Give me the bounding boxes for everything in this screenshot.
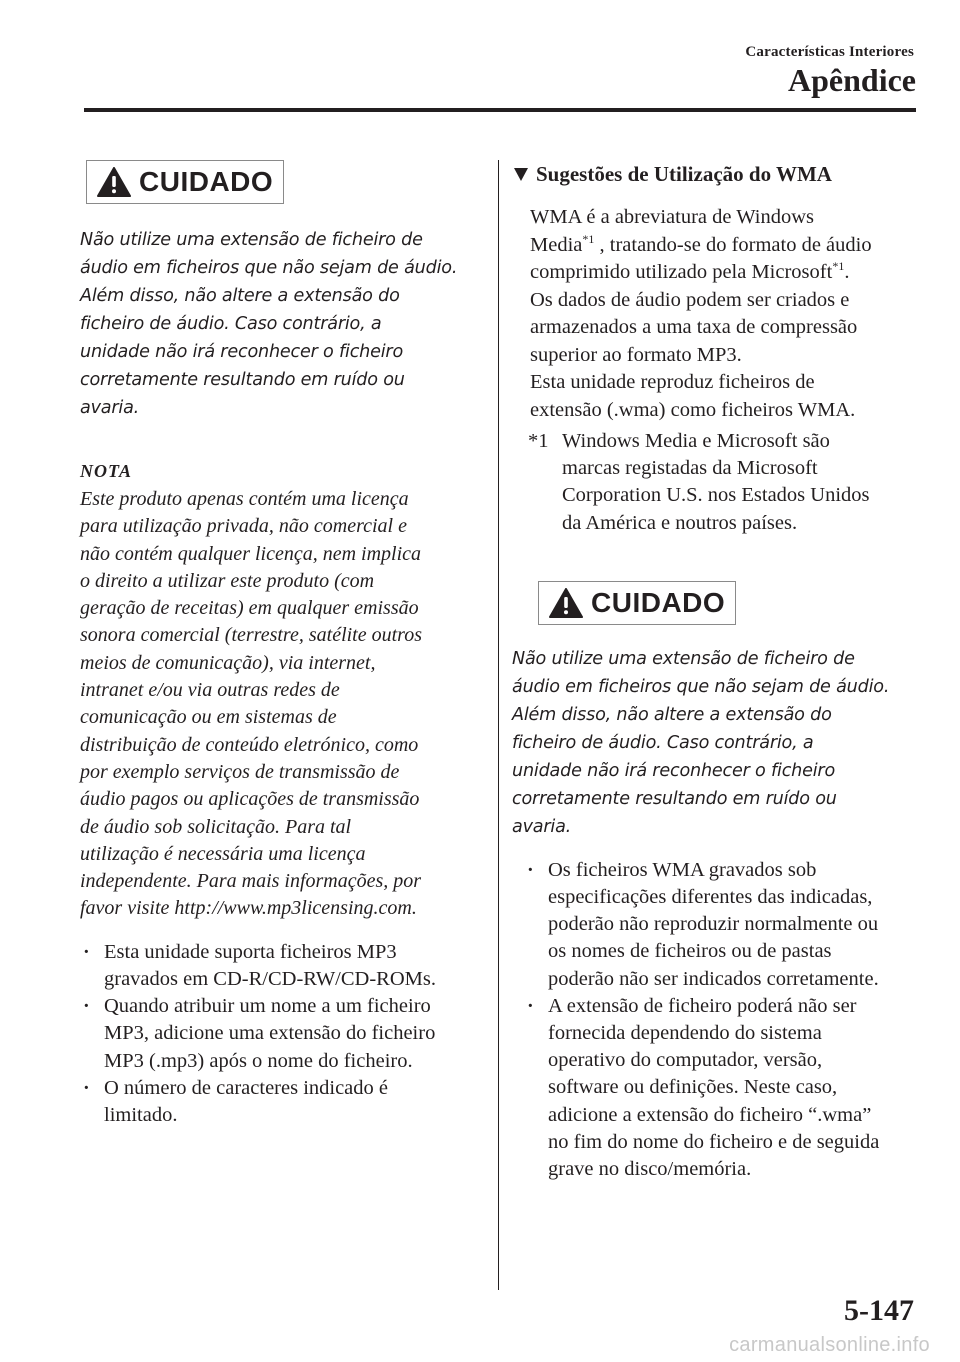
footnote-mark: *1 [528,430,549,452]
caution-line: áudio em ficheiros que não sejam de áudio. [512,676,890,697]
intro-line: WMA é a abreviatura de Windows [530,206,814,228]
chapter-title: Apêndice [788,62,916,98]
right-column [510,160,920,1183]
list-item [80,993,472,1075]
intro-line: superior ao formato MP3. [530,343,742,366]
bullet-icon: · [83,995,90,1018]
footnote-line: marcas registadas da Microsoft [562,457,818,480]
footnote-line: Corporation U.S. nos Estados Unidos [562,484,870,507]
nota-line: áudio pagos ou aplicações de transmissão [80,788,420,811]
nota-line: utilização é necessária uma licença [80,842,366,865]
section-title: Sugestões de Utilização do WMA [536,162,832,186]
caution-line: Não utilize uma extensão de ficheiro de [512,648,855,669]
bullet-icon: · [83,940,90,963]
caution-line: unidade não irá reconhecer o ficheiro [80,342,404,362]
mp3-bullet-list [80,939,472,1129]
intro-line: Esta unidade reproduz ficheiros de [530,371,815,393]
intro-line: armazenados a uma taxa de compressão [530,316,858,338]
footnote-line: da América e noutros países. [562,511,798,534]
warning-icon [549,588,583,618]
bullet-icon: · [527,858,534,881]
bullet-icon: · [527,994,534,1017]
intro-line [530,232,920,260]
caution-line: corretamente resultando em ruído ou [80,370,405,390]
watermark: carmanualsonline.info [729,1334,930,1356]
caution-line: ficheiro de áudio. Caso contrário, a [80,314,382,334]
nota-line: meios de comunicação), via internet, [80,651,376,674]
nota-line: independente. Para mais informações, por [80,870,422,893]
column-divider [498,160,499,1290]
bullet-line: limitado. [104,1103,178,1126]
header-rule [84,108,916,112]
bullet-line: adicione a extensão do ficheiro “.wma” [548,1103,872,1126]
caution-box [538,581,736,625]
wma-bullet-list [524,857,920,1183]
bullet-line: MP3 (.mp3) após o nome do ficheiro. [104,1049,413,1072]
nota-line: não contém qualquer licença, nem implica [80,542,422,565]
bullet-line: grave no disco/memória. [548,1158,752,1181]
nota-title: NOTA [80,461,133,481]
list-item [524,857,920,993]
footnote-line: Windows Media e Microsoft são [562,430,830,452]
nota-line: intranet e/ou via outras redes de [80,679,340,702]
intro-text: comprimido utilizado pela Microsoft [530,261,833,283]
caution-line: Além disso, não altere a extensão do [80,286,400,306]
page-number: 5-147 [844,1294,914,1327]
caution-line: avaria. [80,398,140,418]
bullet-line: no fim do nome do ficheiro e de seguida [548,1130,880,1153]
nota-line: o direito a utilizar este produto (com [80,569,375,592]
nota-line: sonora comercial (terrestre, satélite outros [80,624,422,647]
footnote-ref: *1 [832,259,845,274]
bullet-line: O número de caracteres indicado é [104,1076,389,1099]
nota-line: favor visite http://www.mp3licensing.com. [80,897,417,920]
bullet-line: MP3, adicione uma extensão do ficheiro [104,1022,436,1045]
section-heading [514,160,920,188]
caution-line: Além disso, não altere a extensão do [512,704,832,725]
nota-body [80,486,472,923]
left-column [80,160,472,1129]
bullet-line: software ou definições. Neste caso, [548,1076,838,1099]
bullet-line: Esta unidade suporta ficheiros MP3 [104,940,397,963]
caution-line: corretamente resultando em ruído ou [512,788,837,809]
intro-text: . [844,261,850,283]
bullet-line: A extensão de ficheiro poderá não ser [548,994,857,1017]
footnote [510,428,920,537]
caution-label: CUIDADO [591,586,726,618]
caution-line: unidade não irá reconhecer o ficheiro [512,760,836,781]
caution-text [80,226,472,422]
list-item [80,939,472,993]
list-item [524,993,920,1183]
caution-line: avaria. [512,816,572,837]
bullet-line: poderão não ser indicados corretamente. [548,967,879,990]
caution-label: CUIDADO [139,166,274,197]
bullet-icon: · [83,1076,90,1099]
bullet-line: Os ficheiros WMA gravados sob [548,858,817,881]
caution-text [512,645,920,841]
intro-text: Media [530,233,583,256]
bullet-line: os nomes de ficheiros ou de pastas [548,940,832,963]
intro-line: Os dados de áudio podem ser criados e [530,288,850,311]
caution-line: ficheiro de áudio. Caso contrário, a [512,732,814,753]
caution-line: Não utilize uma extensão de ficheiro de [80,230,423,250]
bullet-line: poderão não reproduzir normalmente ou [548,913,879,936]
nota-line: de áudio sob solicitação. Para tal [80,815,352,838]
bullet-line: gravados em CD-R/CD-RW/CD-ROMs. [104,967,436,990]
nota-line: para utilização privada, não comercial e [80,515,407,538]
footnote-ref: *1 [582,231,595,246]
intro-line: extensão (.wma) como ficheiros WMA. [530,398,856,421]
bullet-line: especificações diferentes das indicadas, [548,886,873,909]
list-item [80,1075,472,1129]
bullet-line: operativo do computador, versão, [548,1049,823,1072]
nota-line: Este produto apenas contém uma licença [80,488,409,510]
nota-line: por exemplo serviços de transmissão de [80,760,400,783]
wma-intro [530,204,920,424]
warning-icon [97,167,131,197]
caution-box [86,160,284,204]
section-label: Características Interiores [745,44,914,60]
nota-line: geração de receitas) em qualquer emissão [80,597,419,620]
nota-line: distribuição de conteúdo eletrónico, como [80,733,419,756]
triangle-down-icon [514,167,528,181]
nota-line: comunicação ou em sistemas de [80,706,337,729]
intro-text: , tratando-se do formato de áudio [594,233,872,256]
caution-line: áudio em ficheiros que não sejam de áudio. [80,258,458,278]
intro-line [530,259,920,287]
bullet-line: Quando atribuir um nome a um ficheiro [104,995,431,1018]
bullet-line: fornecida dependendo do sistema [548,1022,822,1045]
